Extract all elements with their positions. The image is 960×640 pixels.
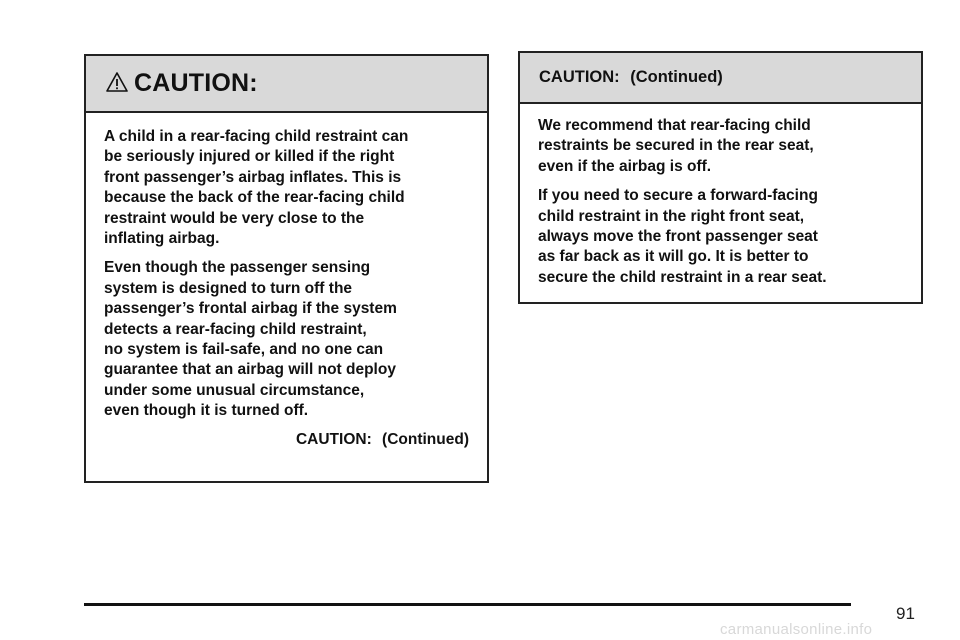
text-line: A child in a rear-facing child restraint can — [104, 128, 409, 145]
text-line: secure the child restraint in a rear seat. — [538, 268, 827, 286]
page-number: 91 — [896, 604, 915, 623]
text-line: Even though the passenger sensing — [104, 259, 371, 277]
text-line: even though it is turned off. — [104, 402, 309, 420]
text-line: inflating airbag. — [104, 230, 220, 248]
caution-continued-box — [518, 51, 923, 304]
text-line: system is designed to turn off the — [104, 279, 353, 297]
text-line: be seriously injured or killed if the right — [104, 148, 395, 166]
text-line: restraint would be very close to the — [104, 209, 365, 227]
text-line: under some unusual circumstance, — [104, 381, 365, 399]
caution-continued-title: CAUTION: (Continued) — [539, 68, 723, 86]
caution-paragraph — [104, 127, 469, 249]
text-line: always move the front passenger seat — [538, 228, 818, 246]
footer-rule — [84, 603, 851, 606]
caution-triangle-icon — [106, 71, 128, 93]
text-line: detects a rear-facing child restraint, — [104, 320, 367, 338]
text-line: If you need to secure a forward-facing — [538, 187, 818, 205]
caution-continued-note: CAUTION: (Continued) — [295, 430, 469, 448]
text-line: We recommend that rear-facing child — [538, 117, 811, 134]
text-line: guarantee that an airbag will not deploy — [104, 361, 396, 379]
text-line: no system is fail-safe, and no one can — [104, 341, 384, 359]
text-line: as far back as it will go. It is better to — [538, 248, 809, 266]
text-line: even if the airbag is off. — [538, 157, 712, 175]
text-line: child restraint in the right front seat, — [538, 207, 805, 225]
text-line: restraints be secured in the rear seat, — [538, 137, 814, 155]
text-line: because the back of the rear-facing child — [104, 189, 405, 207]
caution-paragraph — [538, 116, 903, 177]
caution-title: CAUTION: — [134, 69, 258, 97]
caution-box — [84, 54, 489, 483]
watermark: carmanualsonline.info — [720, 621, 873, 638]
caution-paragraph — [104, 258, 469, 421]
caution-continued-header — [520, 53, 921, 104]
text-line: passenger’s frontal airbag if the system — [104, 300, 397, 318]
caution-body — [86, 113, 487, 449]
caution-header — [86, 56, 487, 113]
text-line: front passenger’s airbag inflates. This is — [104, 168, 402, 186]
caution-continued-body — [520, 104, 921, 288]
caution-paragraph — [538, 186, 903, 288]
